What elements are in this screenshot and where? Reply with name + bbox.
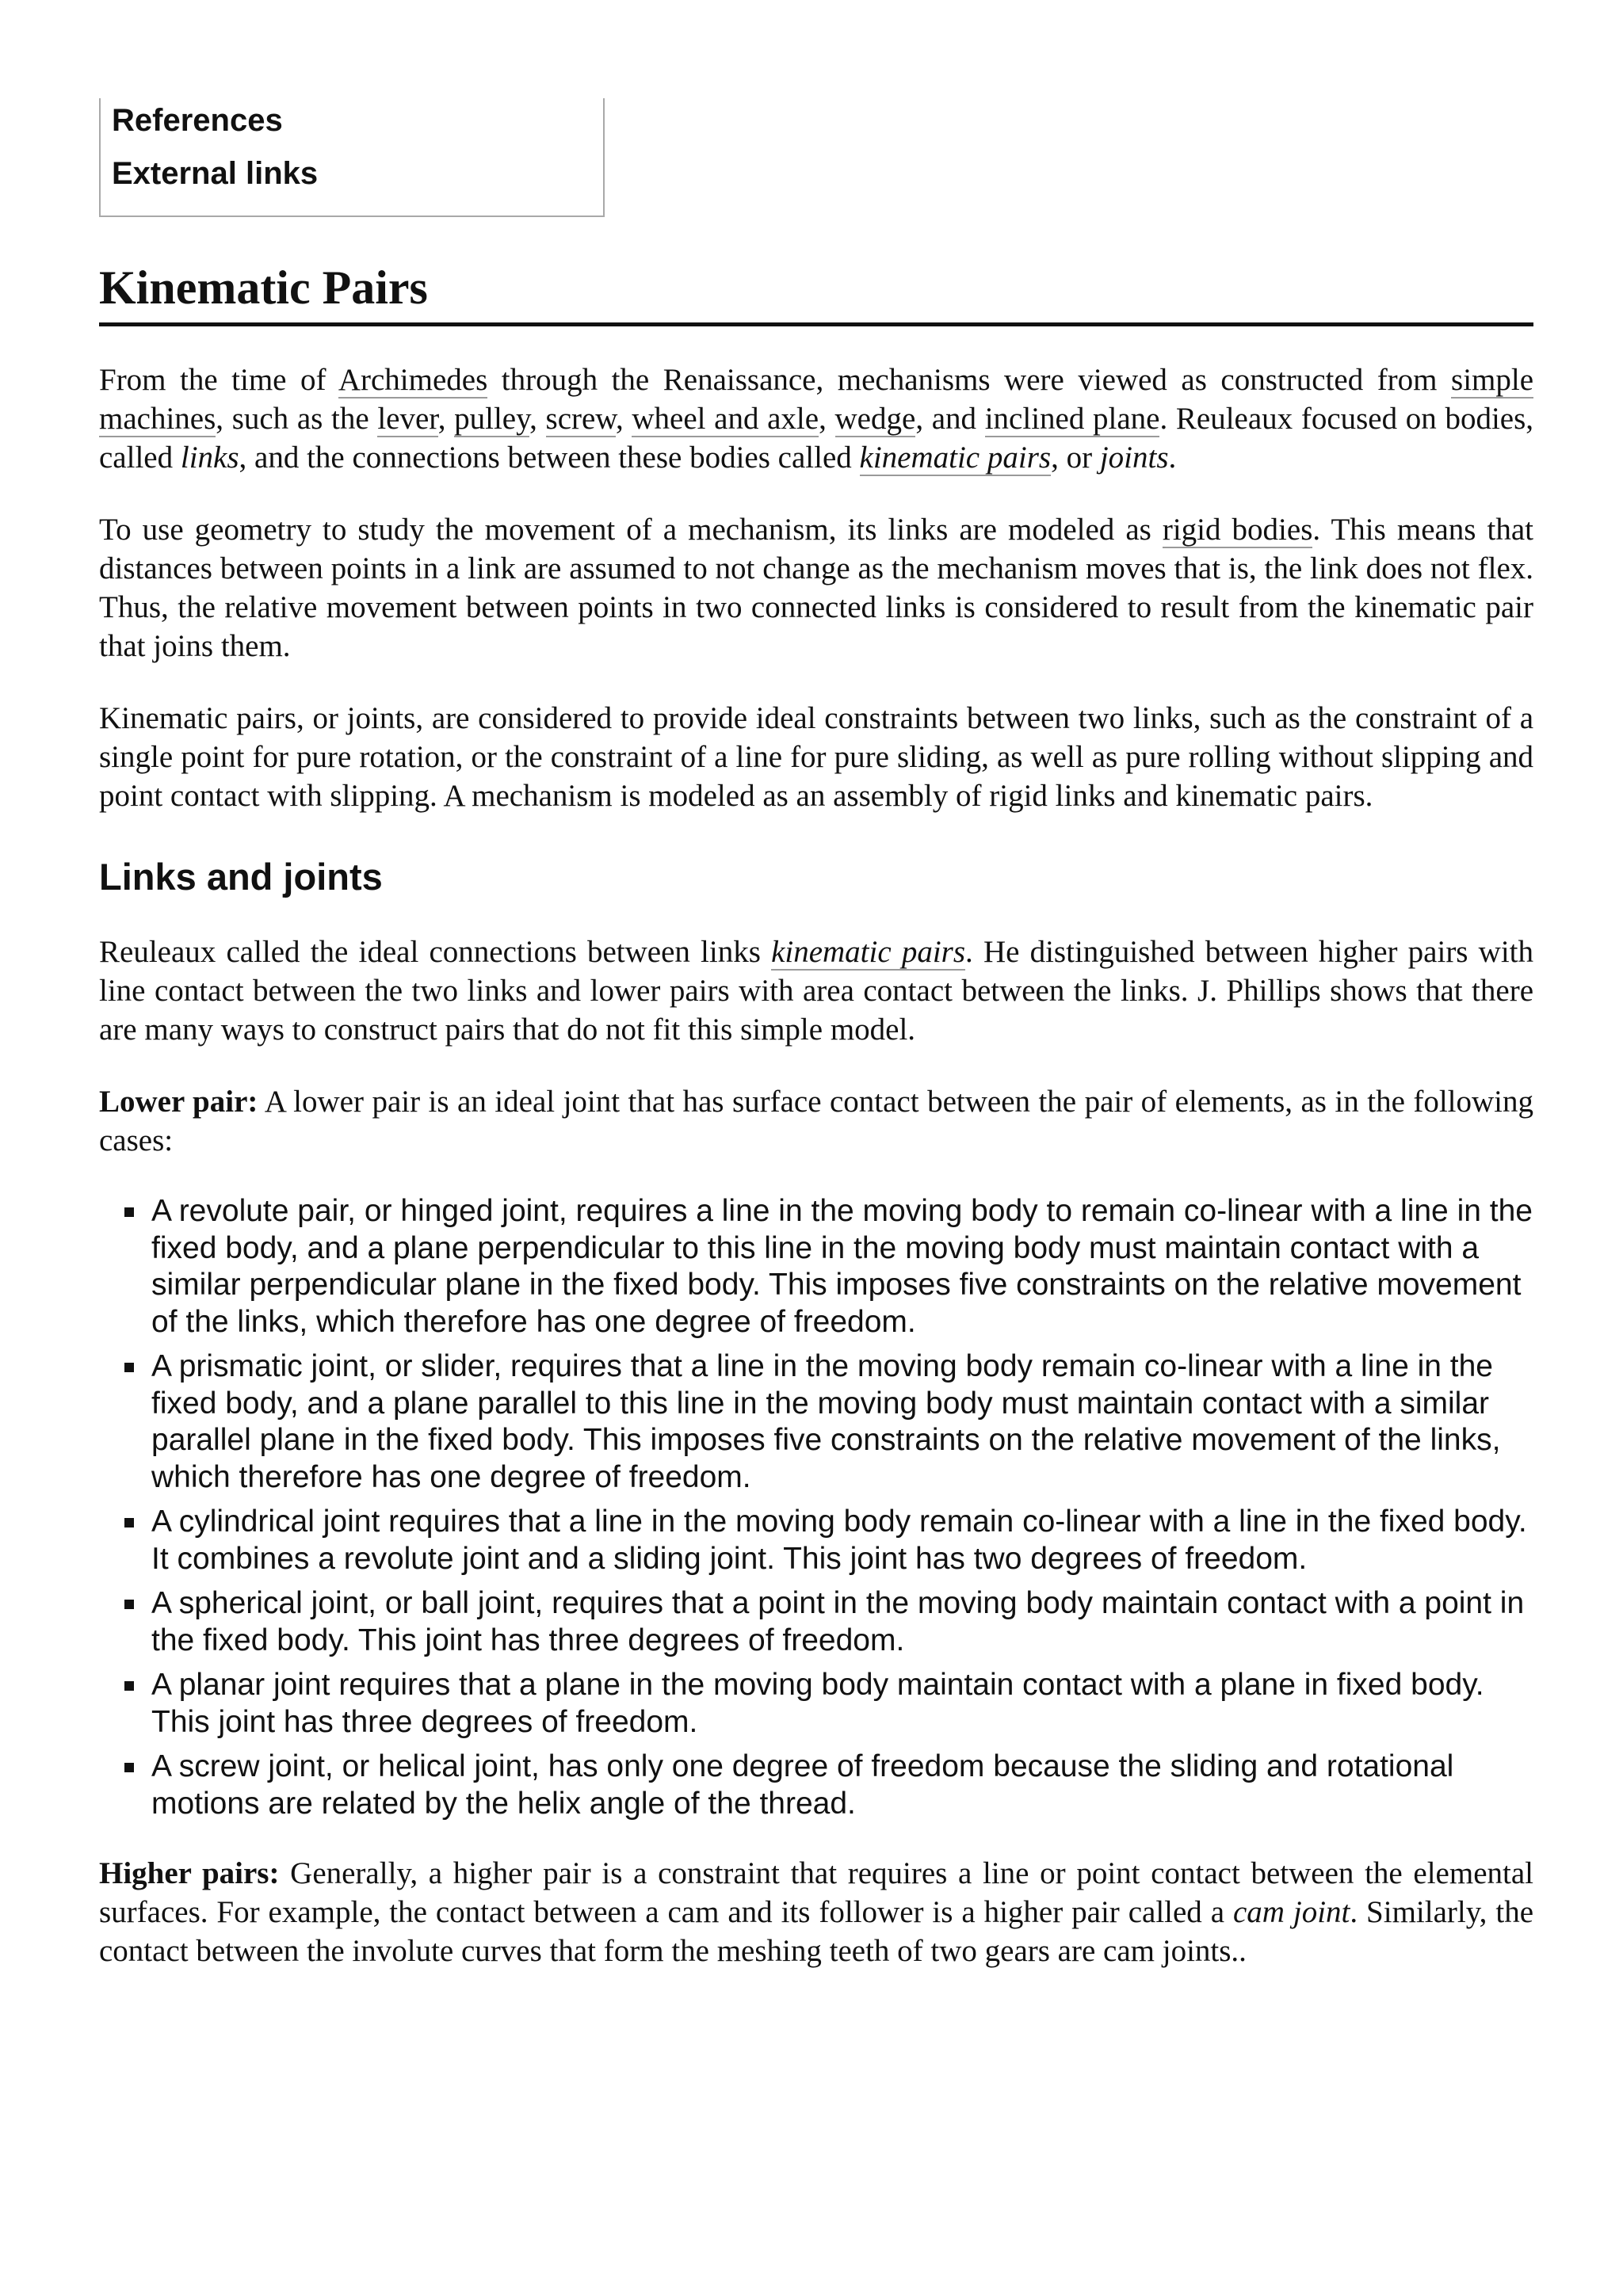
- lower-pair-label: Lower pair:: [99, 1085, 258, 1119]
- text-run: , and the connections between these bodies called: [239, 441, 860, 475]
- bullet-square-icon: [124, 1518, 134, 1527]
- table-of-contents: [99, 98, 605, 217]
- text-run: From the time of: [99, 363, 338, 397]
- link-archimedes[interactable]: Archimedes: [338, 363, 488, 397]
- toc-link-external-links[interactable]: External links: [112, 156, 319, 191]
- text-run: , or: [1051, 441, 1100, 475]
- toc-link-references[interactable]: References: [112, 103, 283, 138]
- list-item-text: A spherical joint, or ball joint, requires that a point in the moving body maintain contact with a point in the fixed body. This joint has three degrees of freedom.: [151, 1586, 1525, 1657]
- text-run: A lower pair is an ideal joint that has surface contact between the pair of elements, as in the following cases:: [99, 1085, 1533, 1158]
- text-run: . Reuleaux focused on bodies, called: [99, 402, 1534, 475]
- list-item-spherical-joint: [151, 1585, 1533, 1659]
- list-item-planar-joint: [151, 1667, 1533, 1741]
- higher-pairs-label: Higher pairs:: [99, 1856, 280, 1890]
- link-screw[interactable]: screw: [545, 402, 616, 436]
- section-heading-links-and-joints: Links and joints: [99, 856, 383, 898]
- intro-paragraph-1: [99, 360, 1533, 477]
- lower-pair-paragraph: [99, 1082, 1533, 1160]
- emphasis-cam-joint: cam joint: [1232, 1895, 1350, 1929]
- bullet-square-icon: [124, 1600, 134, 1609]
- links-joints-paragraph-1: [99, 933, 1533, 1049]
- list-item-revolute-pair: [151, 1193, 1533, 1341]
- text-run: , and: [915, 402, 985, 436]
- text-run: Generally, a higher pair is a constraint that requires a line or point contact between the elemental surfaces. For example, the contact between a cam and its follower is a higher pair called a: [99, 1856, 1533, 1929]
- link-lever[interactable]: lever: [377, 402, 438, 436]
- emphasis-links: links: [180, 441, 239, 475]
- text-run: through the Renaissance, mechanisms were viewed as constructed from: [487, 363, 1452, 397]
- list-item-prismatic-joint: [151, 1348, 1533, 1496]
- lower-pair-list: [99, 1193, 1533, 1822]
- bullet-square-icon: [124, 1763, 134, 1772]
- link-rigid-bodies[interactable]: rigid bodies: [1162, 513, 1313, 547]
- bullet-square-icon: [124, 1207, 134, 1217]
- higher-pairs-paragraph: [99, 1854, 1533, 1970]
- text-run: . Similarly, the contact between the involute curves that form the meshing teeth of two gears are cam joints..: [99, 1895, 1533, 1968]
- list-item-text: A screw joint, or helical joint, has only one degree of freedom because the sliding and rotational motions are related by the helix angle of the thread.: [151, 1749, 1454, 1821]
- list-item-screw-joint: [151, 1749, 1533, 1822]
- text-run: ,: [615, 402, 632, 436]
- text-run: , such as the: [216, 402, 378, 436]
- text-run: Reuleaux called the ideal connections between links: [99, 935, 772, 969]
- text-run: To use geometry to study the movement of a mechanism, its links are modeled as: [99, 513, 1163, 547]
- list-item-text: A prismatic joint, or slider, requires that a line in the moving body remain co-linear with a line in the fixed body, and a plane parallel to this line in the moving body must maintain contact with a similar parallel plane in the fixed body. This imposes five constraints on the relative movement of the links, which therefore has one degree of freedom.: [151, 1349, 1501, 1494]
- text-run: ,: [819, 402, 835, 436]
- text-run: . He distinguished between higher pairs with line contact between the two links and lower pairs with area contact between the links. J. Phillips shows that there are many ways to construct pairs that do not fit this simple model.: [99, 935, 1533, 1047]
- link-wheel-and-axle[interactable]: wheel and axle: [632, 402, 819, 436]
- text-run: ,: [529, 402, 546, 436]
- link-wedge[interactable]: wedge: [834, 402, 916, 436]
- list-item-text: A revolute pair, or hinged joint, requires a line in the moving body to remain co-linear with a line in the fixed body, and a plane perpendicular to this line in the moving body must maintain contact with a similar perpendicular plane in the fixed body. This imposes five constraints on the relative movement of the links, which therefore has one degree of freedom.: [151, 1194, 1533, 1339]
- text-run: . This means that distances between points in a link are assumed to not change as the mechanism moves that is, the link does not flex. Thus, the relative movement between points in two connected links is considered to result from the kinematic pair that joins them.: [99, 513, 1534, 663]
- list-item-cylindrical-joint: [151, 1504, 1533, 1577]
- page-title: Kinematic Pairs: [99, 257, 1533, 326]
- link-kinematic-pairs-2[interactable]: kinematic pairs: [771, 935, 966, 969]
- text-run: .: [1168, 441, 1177, 475]
- link-simple-machines[interactable]: simple machines: [99, 363, 1534, 436]
- link-inclined-plane[interactable]: inclined plane: [984, 402, 1160, 436]
- text-run: ,: [437, 402, 455, 436]
- article-content: [99, 360, 1533, 2004]
- link-pulley[interactable]: pulley: [454, 402, 530, 436]
- link-kinematic-pairs[interactable]: kinematic pairs: [859, 441, 1052, 475]
- emphasis-joints: joints: [1099, 441, 1169, 475]
- intro-paragraph-3: Kinematic pairs, or joints, are considered to provide ideal constraints between two links, such as the constraint of a single point for pure rotation, or the constraint of a line for pure sliding, as well as pure rolling without slipping and point contact with slipping. A mechanism is modeled as an assembly of rigid links and kinematic pairs.: [99, 701, 1533, 813]
- intro-paragraph-2: [99, 510, 1533, 666]
- bullet-square-icon: [124, 1681, 134, 1691]
- list-item-text: A planar joint requires that a plane in the moving body maintain contact with a plane in fixed body. This joint has three degrees of freedom.: [151, 1668, 1484, 1739]
- list-item-text: A cylindrical joint requires that a line in the moving body remain co-linear with a line in the fixed body. It combines a revolute joint and a sliding joint. This joint has two degrees of freedom.: [151, 1505, 1527, 1576]
- bullet-square-icon: [124, 1363, 134, 1372]
